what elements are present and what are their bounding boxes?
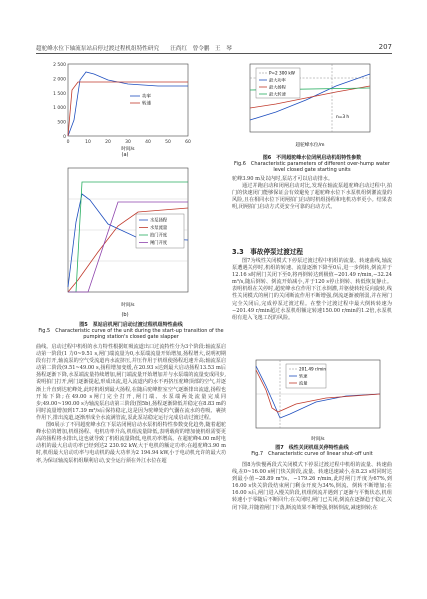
left-column	[36, 344, 226, 465]
fig5b-legend-flow: 水泵流量	[150, 226, 168, 231]
fig7-caption-en: Fig.7 Characteristic curve of linear shut-off unit	[251, 451, 373, 457]
fig5-caption-en: Fig.5 Characteristic curve of the unit during the start-up transition of the pumping station's closed gate slapper	[38, 328, 224, 340]
right-paragraph-2: 通过并跑启动和闭闸启动对比,发现在轴流泵超驼峰启动过程中,拍门的快速闭门能够保证会有效避免了超驼峰水位下水泵机组倒灌流量的风险,且在相同水位下闭闸拍门启动时机组扬程和电机功率更小。结果表明,闭闸拍门启动方式更安全可靠的启动方式。	[232, 183, 392, 211]
right-paragraph-3: 图7为线性关闭模式下停泵过渡过程中机组的流量、转速曲线,轴流泵遭遇关停时,机组的转速、流量逐渐下降至0后,进一步倒转,倒流并于12.16 s时闸门关闭下至0,将再倒转达到极值−201.49 r/min,−32.24 m³/s,随后倒转、倒流开始减小,并于120 s停止倒转、转低恢复静止。表明机组在关停时,超驼峰水位作用下江水倒灌,并驱使转轮反向旋转,线性关闭模式的闸门的关闭断流作用不断增强,倒流逐渐被削弱,并在闸门完全关闭后,完成停泵过渡过程。在整个过渡过程中最大倒转转速为−201.49 r/min超过水泵机组额定转速150.00 r/min的1.2倍,水泵机组有进入飞逸工况的风险。	[232, 258, 392, 321]
fig5a-legend-power: 功率	[142, 94, 151, 100]
running-header	[36, 44, 392, 54]
fig5a-ytick: 2 500	[53, 63, 66, 68]
fig7-legend-1: 转速	[299, 373, 308, 379]
fig5a-xtick: 50	[165, 140, 171, 145]
fig7-legend-2: 流量	[299, 380, 308, 386]
fig6-legend-0: P=2 300 kW	[269, 70, 295, 76]
fig5a-legend-speed: 转速	[142, 101, 151, 107]
fig6-legend-2: 最大扬程	[269, 84, 286, 90]
left-paragraph-1: 曲线。启动过程中机组的水力特性根据虹吸流道出口过流特性分为3个阶段:轴流泵启动第一阶段(1 力0~9.51 s,闸门端流量为0,水泵端流量开始增加,扬程增大,说明初期段有打开,轴流泵的空气受流道内水流挤压,并压作用于机组使扬程迅速升高;轴流泵启动第二阶段(9.51~49.00 s,扬程增加变缓,在20.93 s达到最大启动扬程13.53 m后扬程逐渐下降,水泵端流量持续增加,闸门端流量开始增加并与水泵端的流量变成同步,说明拍门打开,闸门逐渐提起,形成出流,进入流道内的水不再挤压驼峰顶部的空气,并逐渐上升直到达驼峰处,此时机组到最大扬程,在随后驼峰腔室空气逐渐排出流道,扬程也开始下降;在49.00 s闸门完全打开,闸门端、水泵端两处流量完成同步;49.00~190.00 s为轴流泵启动第三阶段(图5b),扬程逐渐降低并稳定在8.83 m的同时流量增加到17.39 m³/s后保持稳定,这是因为驼峰处的气囊在流水的卷吸、裹挟作用下,排出流道,逐渐形成全水流满管流,泵此泵站稳定运行完成启动过渡过程。	[36, 344, 226, 421]
fig5a-speed-line	[68, 82, 188, 136]
page-number: 207	[378, 43, 392, 51]
fig7-plot	[246, 356, 392, 444]
fig5a-xtick: 60	[185, 140, 191, 145]
fig7-legend-0: 201.49 r/min	[299, 366, 327, 372]
fig5a-xtick: 20	[105, 140, 111, 145]
fig5b-legend-flap: 拍门开度	[150, 233, 168, 239]
fig5a-xtick: 0	[66, 140, 70, 145]
fig5a-plot	[38, 60, 218, 152]
fig6-annotation: n=3 h	[336, 115, 350, 120]
fig6-xlabel: 超驼峰水位/m	[295, 143, 325, 148]
header-title: 超驼峰水位下轴流泵站启停过渡过程机组特性研究 汪尚红 曾令鹏 王 琴	[36, 46, 232, 52]
left-paragraph-2: 图6展示了不同超驼峰水位下泵站闭闸启动水泵机组特性参数变化趋势,随着超驼峰水位的增加,机组扬程、电机功率升高,机组流量降低,表明载荷的增加使机组需要更高的扬程将水排出,这也就导致了机组流量降低,电机功率增高。在超驼峰4.00 m时电动机的最大启动功率已经到达2 230.92 kW,大于电机的额定功率;在超驼峰3.90 m时,机组最大启动功率与电动机的最大功率为2 194.94 kW,小于电动机允许的最大功率,为保证轴流泵机组顺利启动,安全运行须在外江水位在超	[36, 422, 226, 464]
fig7-caption-cn: 图7 线性关闭机组关停特性曲线	[275, 445, 349, 451]
fig5b-legend-head: 水泵扬程	[150, 218, 168, 224]
right-column-top	[232, 176, 392, 211]
fig5-caption	[36, 322, 226, 340]
fig6-caption-cn: 图6 不同超驼峰水位闭闸启动机组特性参数	[262, 155, 362, 161]
fig5a-xlabel: 时间/s	[121, 147, 135, 152]
fig7-xlabel: 时间/s	[311, 437, 325, 442]
fig5a-ytick: 1 500	[53, 91, 66, 97]
fig6-legend-1: 最大功率	[269, 77, 286, 83]
fig5b-plot	[38, 162, 218, 312]
fig7-caption	[232, 445, 392, 457]
fig5a-ytick: 1 000	[53, 106, 66, 112]
fig5a-ytick: 500	[57, 120, 66, 126]
fig5b-xlabel: 时间/s	[121, 303, 135, 308]
fig5a-ytick: 0	[63, 135, 66, 140]
fig6-caption-en: Fig.6 Characteristic parameters of different over-hump water level closed gate starting units	[234, 161, 390, 173]
right-paragraph-1: 驼峰3.90 m及以内时,泵站才可以启动排水。	[232, 176, 333, 182]
right-column-bottom	[232, 462, 392, 512]
fig5b-legend-gate: 闸门开度	[150, 241, 168, 246]
fig5a-xtick: 40	[145, 140, 151, 145]
fig6-legend-3: 最大转速	[269, 91, 286, 97]
fig5a-sublabel: (a)	[121, 152, 129, 158]
fig5a-power-line	[68, 72, 188, 136]
right-column-mid	[232, 258, 392, 322]
fig6-plot	[236, 60, 386, 152]
fig5b-sublabel: (b)	[121, 312, 129, 318]
section-heading: 3.3 事故停泵过渡过程	[232, 248, 304, 256]
fig5-caption-cn: 图5 泵站启机闸门启动过渡过程机组特性曲线	[79, 322, 183, 328]
fig6-caption	[232, 155, 392, 173]
fig5a-xtick: 10	[85, 140, 91, 145]
fig5a-ytick: 2 000	[53, 77, 66, 83]
right-paragraph-4: 图8为快慢两段式关闭模式下停泵过渡过程中机组的流量、转速曲线,在0~16.00 s闸门快关阶段,流量、转速迅速减小,在8.23 s时同时达到最小值−28.89 m³/s、−179.26 r/min,此时闸门开度为67%,到16.00 s快关阶段结束闸门剩余开度为34%,倒流、倒转不断增加;在16.00 s后,闸门进入慢关阶段,机组倒流并遇到了逐渐与平衡状态,机组转速小于零随后不断回升;在关闭时,闸门已关闭,倒流在逐渐趋于稳定,关闭下降,并随着闸门下落,断流效果不断增强,倒转倒流,减速倒转;在	[232, 462, 392, 511]
fig5a-xtick: 30	[125, 140, 131, 145]
